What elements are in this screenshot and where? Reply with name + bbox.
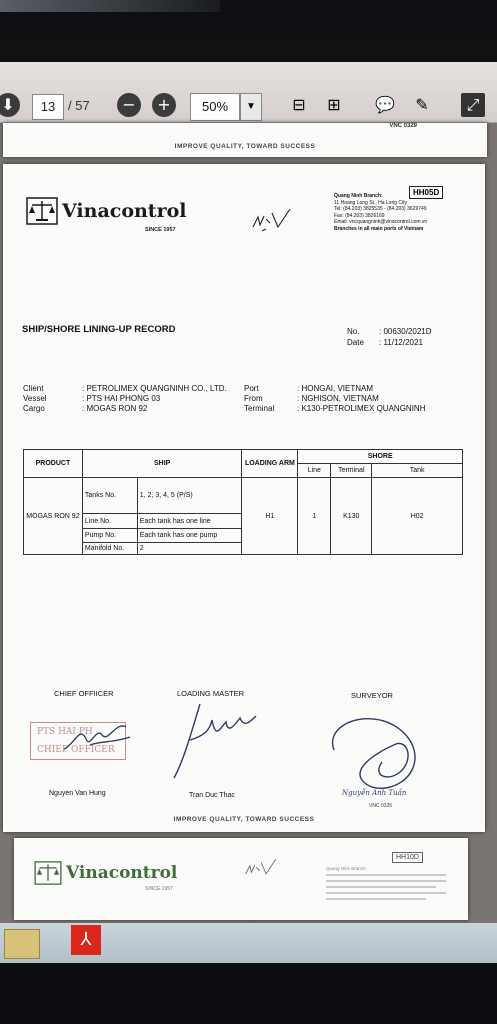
page-number-input[interactable]: 13: [32, 94, 64, 120]
stamp-line: CHIEF OFFICER: [37, 745, 115, 755]
cargo-value: : MOGAS RON 92: [82, 404, 148, 413]
chief-officer-name: Nguyen Van Hung: [49, 790, 106, 797]
next-page-logo: [34, 861, 177, 885]
comment-icon[interactable]: 💬: [375, 95, 395, 114]
zoom-out-button[interactable]: −: [117, 93, 141, 117]
terminal-cell: K130: [331, 478, 372, 555]
previous-page-tail: [3, 123, 487, 157]
document-title: SHIP/SHORE LINING-UP RECORD: [22, 324, 176, 335]
form-code-box: HH05D: [409, 186, 443, 199]
manifold-no-label: Manifold No.: [82, 543, 137, 555]
line-no-label: Line No.: [82, 514, 137, 529]
cargo-label: Cargo: [23, 404, 45, 413]
file-explorer-icon[interactable]: [4, 929, 40, 959]
terminal-label: Terminal: [244, 404, 275, 413]
prev-page-slogan: IMPROVE QUALITY, TOWARD SUCCESS: [174, 143, 316, 150]
record-no-label: No.: [347, 327, 360, 336]
from-label: From: [244, 394, 263, 403]
branch-line: Fax: (84.203) 3826169: [334, 212, 385, 219]
client-label: Client: [23, 384, 44, 393]
from-value: : NGHISON, VIETNAM: [297, 394, 379, 403]
vessel-value: : PTS HAI PHONG 03: [82, 394, 161, 403]
scales-emblem-icon: [34, 861, 62, 885]
blurred-text-line: [326, 892, 446, 894]
vnc-mark: VNC 0329: [389, 123, 417, 129]
zoom-in-button[interactable]: +: [152, 93, 176, 117]
branch-address: [334, 193, 464, 233]
monitor-bezel-bottom: [0, 963, 497, 1024]
vinacontrol-logo: [26, 197, 186, 225]
next-page-company: Vinacontrol: [66, 863, 178, 883]
fit-page-icon[interactable]: ⊟: [292, 95, 306, 114]
surveyor-name: Nguyễn Anh Tuấn: [342, 789, 407, 797]
blurred-text-line: [326, 898, 426, 900]
header-terminal: Terminal: [331, 464, 372, 478]
zoom-level-field[interactable]: 50%: [190, 93, 240, 121]
manifold-no-value: 2: [137, 543, 242, 555]
loading-master-signature-icon: [170, 700, 260, 784]
next-page-form-code: HH10D: [392, 852, 423, 863]
blurred-text-line: [326, 880, 446, 882]
initials-signature-icon: [242, 856, 282, 882]
surveyor-code: VNC 0326: [369, 803, 393, 809]
record-date-label: Date: [347, 338, 364, 347]
page-slogan: IMPROVE QUALITY, TOWARD SUCCESS: [173, 816, 315, 823]
expand-icon[interactable]: ⤢: [461, 93, 485, 117]
pump-no-value: Each tank has one pump: [137, 529, 242, 543]
line-cell: 1: [298, 478, 331, 555]
chief-officer-label: CHIEF OFFIICER: [54, 689, 114, 698]
loading-master-name: Tran Duc Thac: [189, 792, 235, 799]
header-tank: Tank: [372, 464, 463, 478]
company-name: Vinacontrol: [62, 199, 187, 222]
screen-glare: [0, 0, 220, 12]
blurred-text-line: [326, 886, 436, 888]
loading-arm-cell: H1: [242, 478, 298, 555]
line-no-value: Each tank has one line: [137, 514, 242, 529]
record-date-value: : 11/12/2021: [379, 338, 423, 347]
header-ship: SHIP: [82, 450, 242, 478]
tank-cell: H02: [372, 478, 463, 555]
branch-line: Email: vncquangninh@vinacontrol.com.vn: [334, 219, 428, 226]
monitor-bezel-top: [0, 0, 497, 40]
header-product: PRODUCT: [24, 450, 83, 478]
highlight-text-icon[interactable]: ✎: [415, 95, 429, 114]
initials-signature-icon: [250, 205, 296, 237]
header-shore: SHORE: [298, 450, 463, 464]
port-value: : HONGAI, VIETNAM: [297, 384, 374, 393]
zoom-dropdown-chevron-icon[interactable]: ▼: [240, 93, 262, 121]
pump-no-label: Pump No.: [82, 529, 137, 543]
next-page-since: SINCE 1957: [145, 886, 173, 892]
stamp-line: PTS HAI PH: [37, 727, 93, 737]
lining-up-table: [23, 449, 463, 555]
page-total-label: / 57: [68, 98, 90, 113]
next-page-preview: [14, 838, 468, 920]
blurred-text-line: [326, 874, 446, 876]
loading-master-label: LOADING MASTER: [177, 689, 245, 698]
fit-width-icon[interactable]: ⊞: [327, 95, 341, 114]
next-page-branch: Quang Ninh Branch:: [326, 866, 367, 871]
terminal-value: : K130-PETROLIMEX QUANGNINH: [297, 404, 426, 413]
surveyor-label: SURVEYOR: [351, 691, 393, 700]
pdf-reader-taskbar-icon[interactable]: ⅄: [71, 925, 101, 955]
port-label: Port: [244, 384, 259, 393]
branch-line: Quang Ninh Branch:: [334, 193, 383, 199]
record-no-value: : 00630/2021D: [379, 327, 432, 336]
tanks-no-value: 1, 2, 3, 4, 5 (P/S): [137, 478, 242, 514]
branch-line: Tel: (84.203) 3825535 - (84.203) 3629749: [334, 206, 427, 213]
tanks-no-label: Tanks No.: [82, 478, 137, 514]
branch-line: 11 Hoang Long St., Ha Long City: [334, 199, 408, 206]
surveyor-signature-icon: [322, 710, 432, 796]
client-value: : PETROLIMEX QUANGNINH CO., LTD.: [82, 384, 227, 393]
product-cell: MOGAS RON 92: [24, 478, 83, 555]
header-loading-arm: LOADING ARM: [242, 450, 298, 478]
since-label: SINCE 1957: [145, 227, 176, 233]
vessel-label: Vessel: [23, 394, 47, 403]
branch-line: Branches in all main ports of Vietnam: [334, 225, 424, 232]
scales-emblem-icon: [26, 197, 58, 225]
chief-officer-signature-icon: [60, 715, 134, 757]
header-line: Line: [298, 464, 331, 478]
next-page-down-icon[interactable]: ⬇: [0, 93, 20, 117]
